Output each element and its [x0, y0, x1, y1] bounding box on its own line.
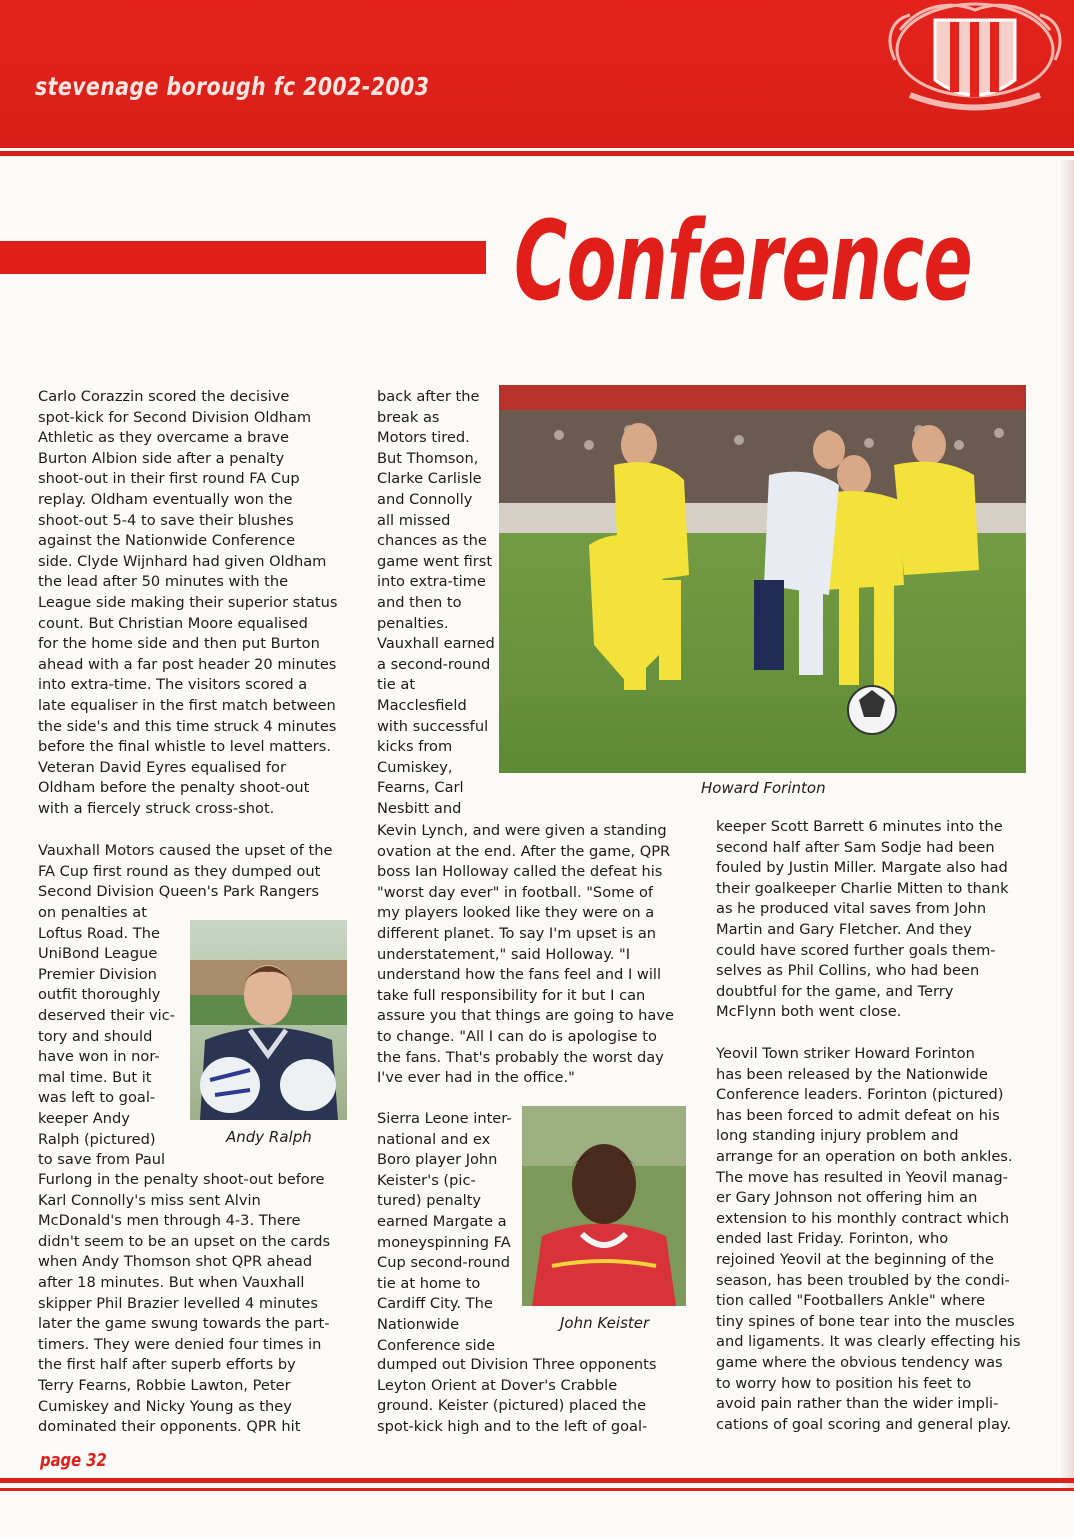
heading-accent-bar: [0, 241, 486, 274]
section-title: Conference: [514, 197, 973, 325]
article-column2-wide: Kevin Lynch, and were given a standing ovation at the end. After the game, QPR boss Ian Holloway called the defeat his "worst day ever" in football. "Some of my players looked like they were on a different planet. To say I'm upset is an understatement," said Holloway. "I understand how the fans feel and I will take full responsibility for it but I can assure you that things are going to have to change. "All I can do is apologise to the fans. That's probably the worst day I've ever had in the office.": [377, 822, 674, 1087]
article-paragraph-vauxhall-bottom: Furlong in the penalty shoot-out before Karl Connolly's miss sent Alvin McDonald's men through 4-3. There didn't seem to be an upset on the cards when Andy Thomson shot QPR ahead after 18 minutes. But when Vauxhall skipper Phil Brazier levelled 4 minutes later the game swung towards the part- timers. They were denied four times in the first half after superb efforts by Terry Fearns, Robbie Lawton, Peter Cumiskey and Nicky Young as they dominated their opponents. QPR hit: [38, 1171, 331, 1436]
match-action-photo: [499, 385, 1026, 773]
article-paragraph-burton: Carlo Corazzin scored the decisive spot-kick for Second Division Oldham Athletic as they overcame a brave Burton Albion side after a penalty shoot-out in their first round FA Cup replay. Oldham eventually won the shoot-out 5-4 to save their blushes against the Nationwide Conference side. Clyde Wijnhard had given Oldham the lead after 50 minutes with the League side making their superior status count. But Christian Moore equalised for the home side and then put Burton ahead with a far post header 20 minutes into extra-time. The visitors scored a late equaliser in the first match between the side's and this time struck 4 minutes before the final whistle to level matters. Veteran David Eyres equalised for Oldham before the penalty shoot-out with a fiercely struck cross-shot.: [38, 388, 338, 817]
article-keister-bottom: dumped out Division Three opponents Leyton Orient at Dover's Crabble ground. Keister (pictured) placed the spot-kick high and to the left of goal-: [377, 1356, 657, 1435]
club-crest-logo: [880, 0, 1070, 118]
article-column2-narrow: back after the break as Motors tired. But Thomson, Clarke Carlisle and Connolly all missed chances as the game went first into extra-time and then to penalties. Vauxhall earned a second-round tie at Macclesfield with successful kicks from Cumiskey, Fearns, Carl Nesbitt and: [377, 388, 495, 817]
andy-ralph-caption: Andy Ralph: [226, 1128, 312, 1146]
page-number: page 32: [40, 1450, 107, 1471]
article-column3-forinton: Yeovil Town striker Howard Forinton has been released by the Nationwide Conference leaders. Forinton (pictured) has been forced to admit defeat on his long standing injury problem and arrange for an operation on both ankles. The move has resulted in Yeovil manag- er Gary Johnson not offering him an extension to his monthly contract which ended last Friday. Forinton, who rejoined Yeovil at the beginning of the season, has been troubled by the condi- tion called "Footballers Ankle" where tiny spines of bone tear into the muscles and ligaments. It was clearly effecting his game where the obvious tendency was to worry how to position his feet to avoid pain rather than the wider impli- cations of goal scoring and general play.: [716, 1045, 1021, 1433]
match-photo-caption: Howard Forinton: [701, 779, 826, 797]
article-paragraph-vauxhall-wrap: on penalties at Loftus Road. The UniBond League Premier Division outfit thoroughly deserved their vic- tory and should have won in nor- mal time. But it was left to goal- keeper Andy Ralph (pictured) to save from Paul: [38, 904, 175, 1169]
header-rule: [0, 151, 1074, 156]
andy-ralph-photo: [190, 920, 347, 1120]
publication-title: stevenage borough fc 2002-2003: [35, 72, 430, 101]
footer-rule: [0, 1478, 1074, 1483]
john-keister-photo: [522, 1106, 686, 1306]
footer-rule-thin: [0, 1488, 1074, 1491]
article-paragraph-vauxhall-top: Vauxhall Motors caused the upset of the FA Cup first round as they dumped out Second Division Queen's Park Rangers: [38, 842, 333, 901]
article-column3-margate: keeper Scott Barrett 6 minutes into the second half after Sam Sodje had been fouled by Justin Miller. Margate also had their goalkeeper Charlie Mitten to thank as he produced vital saves from John Martin and Gary Fletcher. And they could have scored further goals them- selves as Phil Collins, who had been doubtful for the game, and Terry McFlynn both went close.: [716, 818, 1009, 1021]
john-keister-caption: John Keister: [560, 1314, 650, 1332]
article-keister-wrap: Sierra Leone inter- national and ex Boro player John Keister's (pic- tured) penalty earned Margate a moneyspinning FA Cup second-round tie at home to Cardiff City. The Nationwide Conference side: [377, 1110, 512, 1354]
page-edge-shadow: [1058, 160, 1074, 1490]
